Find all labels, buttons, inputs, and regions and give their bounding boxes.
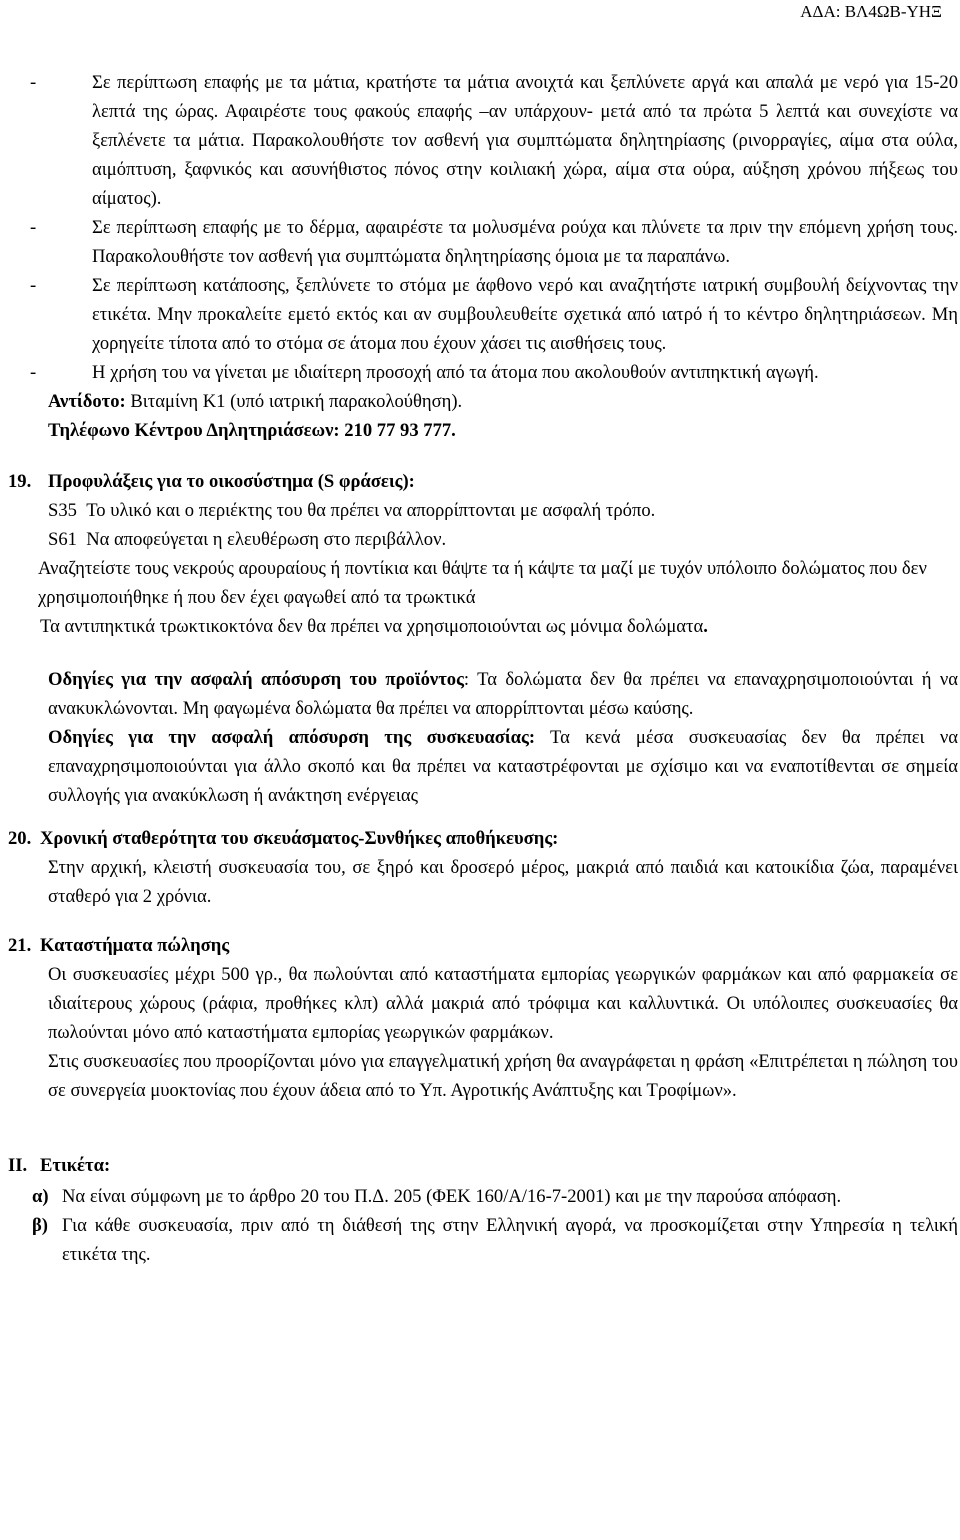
bullet-item [30,68,958,213]
item-label: α) [32,1186,49,1207]
bullet-item [30,271,958,358]
dash-bullet: - [30,362,37,383]
item-label: β) [32,1215,48,1236]
dash-bullet: - [30,72,37,93]
package-disposal-text: Τα κενά μέσα συσκευασίας δεν θα πρέπει να επαναχρησιμοποιούνται για άλλο σκοπό και θα πρέπει να καταστρέφονται με σχίσιμο και να εναποτίθενται σε σημεία συλλογής για ανακύκλωση ή ανάκτηση ενέργειας [48,727,958,806]
section-title: Προφυλάξεις για το οικοσύστημα (S φράσεις): [48,471,415,492]
storage-text: Στην αρχική, κλειστή συσκευασία του, σε ξηρό και δροσερό μέρος, μακριά από παιδιά και κατοικίδια ζώα, παραμένει σταθερό για 2 χρόνια. [48,857,958,907]
s61-line [48,525,958,554]
bullet-item [30,213,958,271]
section-19 [8,467,958,810]
poison-center-text: Τηλέφωνο Κέντρου Δηλητηριάσεων: 210 77 93 777. [48,420,456,441]
section-number: 19. [8,471,32,492]
bullet-text: Σε περίπτωση επαφής με τα μάτια, κρατήστε τα μάτια ανοιχτά και ξεπλύνετε αργά και απαλά με νερό για 15-20 λεπτά της ώρας. Αφαιρέστε τους φακούς επαφής –αν υπάρχουν- μετά από τα πρώτα 5 λεπτά και συνεχίστε να ξεπλένετε τα μάτια. Παρακολουθήστε τον ασθενή για συμπτώματα δηλητηρίασης (ρινορραγίες, αίμα στα ούλα, αιμόπτυση, ξαφνικός και ασυνήθιστος πόνος στην κοιλιακή χώρα, αίμα στα ούρα, αύξηση χρόνου πήξεως του αίματος). [92,72,958,209]
section-title: Καταστήματα πώλησης [40,935,230,956]
anticoagulant-note [40,612,958,641]
sales-text-2: Στις συσκευασίες που προορίζονται μόνο για επαγγελματική χρήση θα αναγράφεται η φράση «Επιτρέπεται η πώληση του σε συνεργεία μυοκτονίας που έχουν άδεια από το Υπ. Αγροτικής Ανάπτυξης και Τροφίμων». [48,1051,958,1101]
s35-text: Το υλικό και ο περιέκτης του θα πρέπει να απορρίπτονται με ασφαλή τρόπο. [86,500,656,521]
poison-center-phone [48,416,958,445]
label-item-b [32,1211,958,1269]
antidote-text: Βιταμίνη Κ1 (υπό ιατρική παρακολούθηση). [125,391,463,412]
product-disposal-text: : Τα δολώματα δεν θα πρέπει να επαναχρησιμοποιούνται ή να ανακυκλώνονται. Μη φαγωμένα δολώματα θα πρέπει να απορρίπτονται μέσω καύσης. [48,669,958,719]
package-disposal [48,723,958,810]
bullet-text: Σε περίπτωση κατάποσης, ξεπλύνετε το στόμα με άφθονο νερό και αναζητήστε ιατρική συμβουλή δείχνοντας την ετικέτα. Μην προκαλείτε εμετό εκτός και αν συμβουλευθείτε σχετικά από ιατρό ή το κέντρο δηλητηριάσεων. Μη χορηγείτε τίποτα από το στόμα σε άτομα που έχουν χάσει τις αισθήσεις τους. [92,275,958,354]
package-disposal-label: Οδηγίες για την ασφαλή απόσυρση της συσκευασίας: [48,727,536,748]
rodent-disposal-text: Αναζητείστε τους νεκρούς αρουραίους ή ποντίκια και θάψτε τα ή κάψτε τα μαζί με τυχόν υπόλοιπο δολώματος που δεν χρησιμοποιήθηκε ή που δεν έχει φαγωθεί από τα τρωκτικά [38,558,927,608]
section-number: 21. [8,935,32,956]
s35-line [48,496,958,525]
bullet-text: Σε περίπτωση επαφής με το δέρμα, αφαιρέστε τα μολυσμένα ρούχα και πλύνετε τα πριν την επόμενη χρήση τους. Παρακολουθήστε τον ασθενή για συμπτώματα δηλητηρίασης όμοια με τα παραπάνω. [92,217,958,267]
sales-text-1: Οι συσκευασίες μέχρι 500 γρ., θα πωλούνται από καταστήματα εμπορίας γεωργικών φαρμάκων και από φαρμακεία σε ιδιαίτερους χώρους (ράφια, προθήκες κλπ) αλλά μακριά από τρόφιμα και καλλυντικά. Οι υπόλοιπες συσκευασίες θα πωλούνται μόνο από καταστήματα εμπορίας γεωργικών φαρμάκων. [48,964,958,1043]
section-21 [8,931,958,1105]
anticoagulant-text: Τα αντιπηκτικά τρωκτικοκτόνα δεν θα πρέπει να χρησιμοποιούνται ως μόνιμα δολώματα [40,616,704,637]
label-item-a [32,1182,958,1211]
s35-code: S35 [48,500,77,521]
antidote-line [48,387,958,416]
section-number: ΙΙ. [8,1155,28,1176]
section-title: Ετικέτα: [40,1155,111,1176]
item-text: Για κάθε συσκευασία, πριν από τη διάθεσή της στην Ελληνική αγορά, να προσκομίζεται στην Υπηρεσία η τελική ετικέτα της. [62,1215,958,1265]
anticoagulant-end: . [703,616,708,637]
item-text: Να είναι σύμφωνη με το άρθρο 20 του Π.Δ. 205 (ΦΕΚ 160/Α/16-7-2001) και με την παρούσα απόφαση. [62,1186,842,1207]
section-20 [8,824,958,911]
product-disposal-label: Οδηγίες για την ασφαλή απόσυρση του προϊόντος [48,669,464,690]
section-number: 20. [8,828,32,849]
dash-bullet: - [30,275,37,296]
bullet-item [30,358,958,387]
antidote-label: Αντίδοτο: [48,391,126,412]
product-disposal [48,665,958,723]
s61-text: Να αποφεύγεται η ελευθέρωση στο περιβάλλον. [86,529,447,550]
bullet-text: Η χρήση του να γίνεται με ιδιαίτερη προσοχή από τα άτομα που ακολουθούν αντιπηκτική αγωγή. [92,362,819,383]
section-label [8,1151,958,1269]
section-title: Χρονική σταθερότητα του σκευάσματος-Συνθήκες αποθήκευσης: [40,828,559,849]
ada-code: ΑΔΑ: ΒΛ4ΩΒ-ΥΗΞ [800,2,942,21]
document-body [8,68,958,1269]
s61-code: S61 [48,529,77,550]
dash-bullet: - [30,217,37,238]
